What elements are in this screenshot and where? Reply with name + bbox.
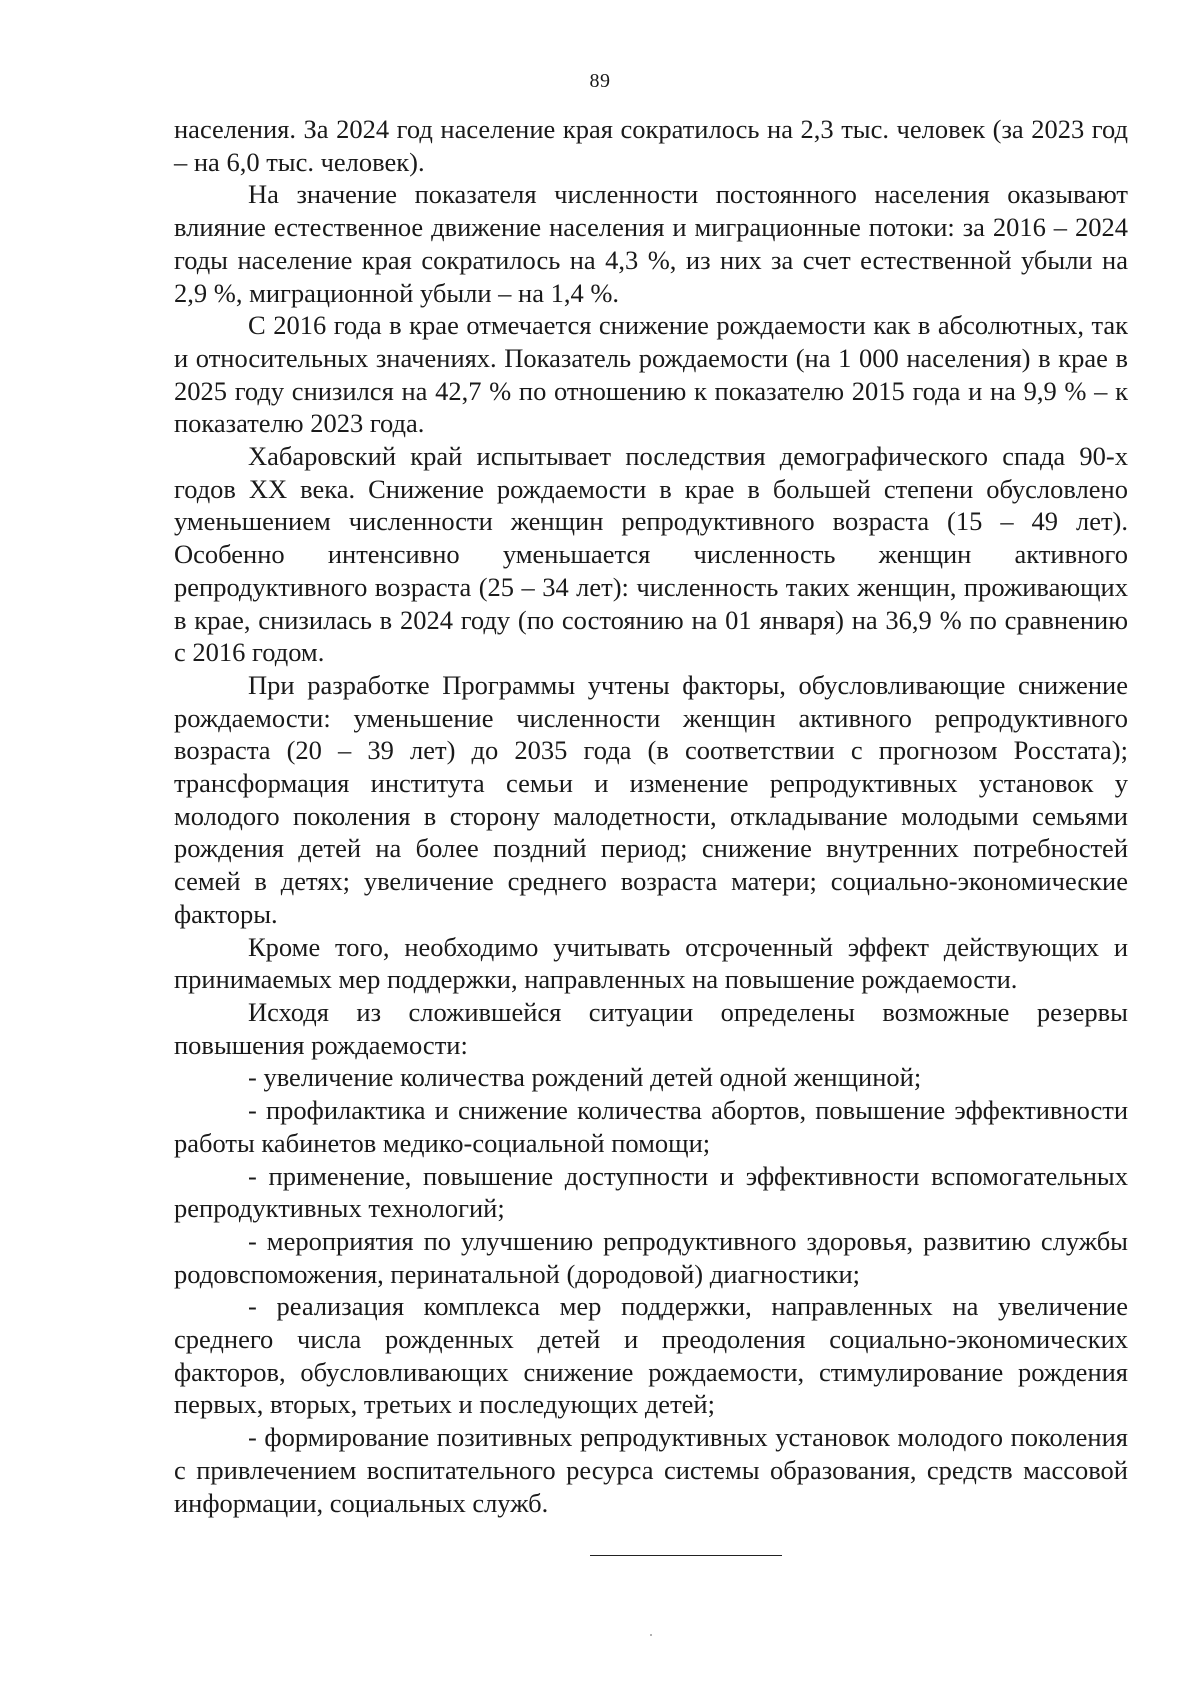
paragraph-birth-rate-decline: С 2016 года в крае отмечается снижение рождаемости как в абсолютных, так и относительных значениях. Показатель рождаемости (на 1 000 населения) в крае в 2025 году снизился на 42,7 % по отношению к показателю 2015 года и на 9,9 % – к показателю 2023 года. bbox=[174, 310, 1128, 439]
document-body bbox=[174, 113, 1128, 1519]
list-item-births-per-woman: - увеличение количества рождений детей одной женщиной; bbox=[248, 1062, 922, 1093]
paragraph-demographic-slump: Хабаровский край испытывает последствия демографического спада 90-х годов XX века. Снижение рождаемости в крае в большей степени обусловлено уменьшением численности женщин репродуктивного возраста (15 – 49 лет). Особенно интенсивно уменьшается численность женщин активного репродуктивного возраста (25 – 34 лет): численность таких женщин, проживающих в крае, снизилась в 2024 году (по состоянию на 01 января) на 36,9 % по сравнению с 2016 годом. bbox=[174, 441, 1128, 668]
paragraph-delayed-effect: Кроме того, необходимо учитывать отсроченный эффект действующих и принимаемых мер поддержки, направленных на повышение рождаемости. bbox=[174, 931, 1128, 995]
list-item-abortion-prevention: - профилактика и снижение количества абортов, повышение эффективности работы кабинетов медико-социальной помощи; bbox=[174, 1095, 1128, 1158]
paragraph-program-factors: При разработке Программы учтены факторы, обусловливающие снижение рождаемости: уменьшение численности женщин активного репродуктивного возраста (20 – 39 лет) до 2035 года (в соответствии с прогнозом Росстата); трансформация института семьи и изменение репродуктивных установок у молодого поколения в сторону малодетности, откладывание молодыми семьями рождения детей на более поздний период; снижение внутренних потребностей семей в детях; увеличение среднего возраста матери; социально-экономические факторы. bbox=[174, 669, 1128, 929]
scan-artifact-dot bbox=[650, 1634, 652, 1636]
paragraph-reserves-intro: Исходя из сложившейся ситуации определены возможные резервы повышения рождаемости: bbox=[174, 996, 1128, 1060]
list-item-assisted-reproduction: - применение, повышение доступности и эффективности вспомогательных репродуктивных технологий; bbox=[174, 1160, 1128, 1224]
list-item-support-measures: - реализация комплекса мер поддержки, направленных на увеличение среднего числа рожденных детей и преодоления социально-экономических факторов, обусловливающих снижение рождаемости, стимулирование рождения первых, вторых, третьих и последующих детей; bbox=[174, 1291, 1128, 1420]
list-item-reproductive-health: - мероприятия по улучшению репродуктивного здоровья, развитию службы родовспоможения, перинатальной (дородовой) диагностики; bbox=[174, 1225, 1128, 1289]
page-number: 89 bbox=[589, 70, 611, 92]
paragraph-natural-migration: На значение показателя численности постоянного населения оказывают влияние естественное движение населения и миграционные потоки: за 2016 – 2024 годы население края сократилось на 4,3 %, из них за счет естественной убыли на 2,9 %, миграционной убыли – на 1,4 %. bbox=[174, 179, 1128, 308]
list-item-positive-attitudes: - формирование позитивных репродуктивных установок молодого поколения с привлечением воспитательного ресурса системы образования, средств массовой информации, социальных служб. bbox=[174, 1422, 1128, 1518]
closing-divider-line bbox=[590, 1555, 782, 1556]
paragraph-population-decline-2024: населения. За 2024 год население края сократилось на 2,3 тыс. человек (за 2023 год – на 6,0 тыс. человек). bbox=[174, 114, 1128, 177]
